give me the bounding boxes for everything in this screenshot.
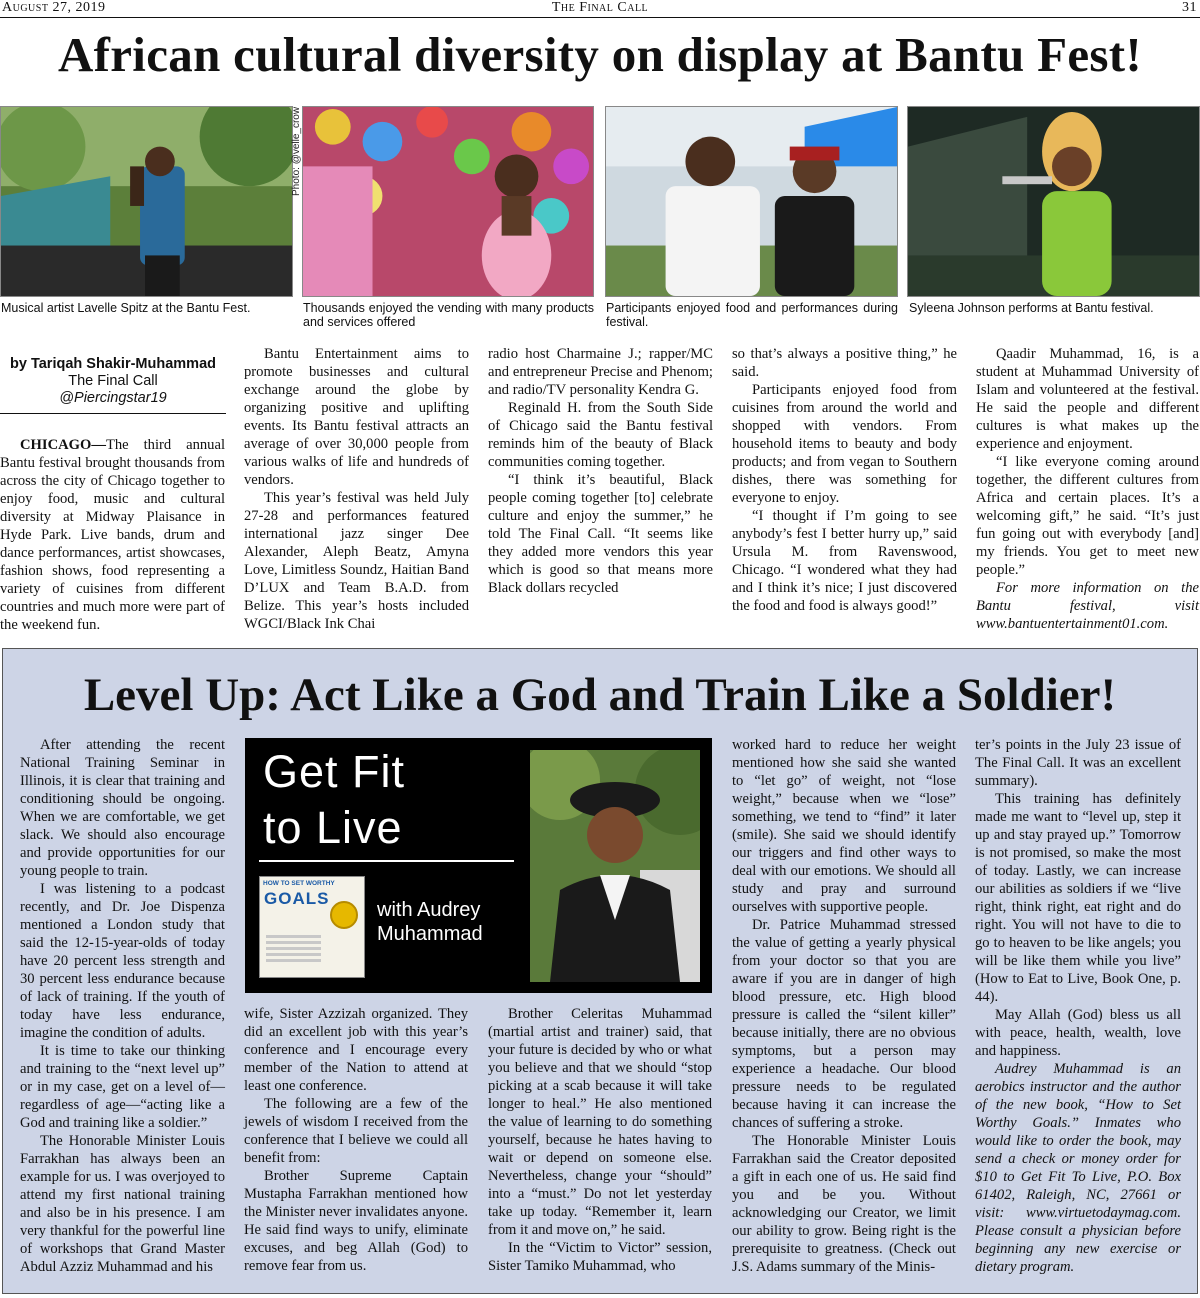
paragraph: so that’s always a positive thing,” he said.	[732, 346, 957, 380]
book-cover	[259, 876, 365, 978]
author-bio: Audrey Muhammad is an aerobics instructor and the author of the new book, “How to Set Worthy Goals.” Inmates who would like to order the book, may send a check or money order for $10 to Get Fit To Live, P.O. Box 61402, Raleigh, NC, 27661 or visit: www.virtuetodaymag.com. Please consult a physician before beginning any new exercise or dietary program.	[975, 1061, 1181, 1275]
column-logo	[263, 744, 405, 856]
article-column-5	[976, 345, 1199, 633]
paragraph: May Allah (God) bless us all with peace, health, wealth, love and happiness.	[975, 1007, 1181, 1059]
photo-vending	[302, 106, 594, 297]
byline-author: by Tariqah Shakir-Muhammad	[10, 356, 216, 372]
article-column-3	[488, 345, 713, 597]
get-fit-to-live-banner	[245, 738, 712, 993]
photo-syleena-johnson	[907, 106, 1200, 297]
paragraph: Dr. Patrice Muhammad stressed the value of getting a yearly physical from your doctor so that you are aware if you are in danger of high blood pressure, etc. High blood pressure is called the “silent killer” because initially, there are no obvious symptoms, but a person may experience a headache. Our blood pressure needs to be regulated because having it can increase the chances of suffering a stroke.	[732, 917, 956, 1131]
paragraph: The following are a few of the jewels of wisdom I received from the conference that I believe we could all benefit from:	[244, 1096, 468, 1166]
book-subtitle: HOW TO SET WORTHY	[263, 880, 335, 887]
dateline: CHICAGO—	[20, 437, 106, 453]
article-column-2	[244, 345, 469, 633]
photo-caption-3: Participants enjoyed food and performances during festival.	[606, 301, 898, 329]
photo-participants	[605, 106, 898, 297]
book-title: GOALS	[264, 889, 330, 908]
paragraph: The Honorable Minister Louis Farrakhan has always been an example for us. I was overjoyed to attend my first national training and also be in his presence. I am very thankful for the powerful line of workshops that Grand Master Abdul Azziz Muhammad and his	[20, 1133, 225, 1275]
feature-column-1	[20, 736, 225, 1276]
paper-name: The Final Call	[551, 0, 649, 15]
article-column-1	[0, 436, 225, 634]
paragraph: I was listening to a podcast recently, and Dr. Joe Dispenza mentioned a London study that said the 12-15-year-olds of today have 20 percent less strength and 30 percent less endurance because of lack of training. If the youth of today have less endurance, imagine the condition of adults.	[20, 881, 225, 1041]
photo-credit: Photo: @velle_crow	[291, 106, 302, 196]
photo-caption-1: Musical artist Lavelle Spitz at the Bantu Fest.	[1, 301, 251, 315]
paragraph: Reginald H. from the South Side of Chicago said the Bantu festival reminds him of the beauty of Black communities coming together.	[488, 400, 713, 470]
paragraph: “I like everyone coming around together, the different cultures from Africa and certain places. It’s a welcoming gift,” he said. “It’s just fun going out with everybody [and] my friends. You get to meet new people.”	[976, 454, 1199, 578]
paragraph: Qaadir Muhammad, 16, is a student at Muhammad University of Islam and volunteered at the festival. He said the people and different cultures is what makes up the experience and enjoyment.	[976, 346, 1199, 452]
author-portrait	[530, 750, 700, 982]
feature-column-3	[488, 1005, 712, 1275]
logo-line-1: Get Fit	[263, 746, 406, 797]
paragraph: wife, Sister Azzizah organized. They did an excellent job with this year’s conference and I encourage every member of the Nation to attend at least one conference.	[244, 1006, 468, 1094]
paragraph: It is time to take our thinking and training to the “next level up” or in my case, get on a level of—regardless of age—“acting like a God and training like a soldier.”	[20, 1043, 225, 1131]
feature-column-2	[244, 1005, 468, 1275]
paragraph: Bantu Entertainment aims to promote businesses and cultural exchange around the globe by organizing positive and uplifting events. Its Bantu festival attracts an average of over 30,000 people from various walks of life and hundreds of vendors.	[244, 346, 469, 488]
credit-name: Muhammad	[377, 923, 483, 945]
paragraph: The Honorable Minister Louis Farrakhan said the Creator deposited a gift in each one of us. He said find you and be you. Without acknowledging our Creator, we limit our ability to grow. Being right is the prerequisite to greatness. (Check out J.S. Adams summary of the Minis-	[732, 1133, 956, 1275]
paragraph: “I thought if I’m going to see anybody’s fest I better hurry up,” said Ursula M. from Ravenswood, Chicago. “I wondered what they had and I think it’s nice; I just discovered the food and food is always good!”	[732, 508, 957, 614]
paragraph: In the “Victim to Victor” session, Sister Tamiko Muhammad, who	[488, 1240, 712, 1274]
feature-column-5	[975, 736, 1181, 1276]
paragraph: Brother Celeritas Muhammad (martial artist and trainer) said, that your future is decided by who or what you believe and that we should “stop picking at a scab because it will take longer to heal.” He also mentioned the value of learning to do something yourself, because he hates having to wait or depend on someone else. Nevertheless, change your “should” into a “must.” Do not let yesterday take up today. “Remember it, learn from it and move on,” he said.	[488, 1006, 712, 1238]
banner-divider	[259, 860, 514, 862]
columnist-credit	[377, 898, 483, 946]
credit-with: with Audrey	[377, 899, 481, 921]
paragraph: “I think it’s beautiful, Black people coming together [to] celebrate culture and enjoy the summer,” he told The Final Call. “It seems like they added more vendors this year which is good so that means more Black dollars recycled	[488, 472, 713, 596]
page-number: 31	[1182, 0, 1197, 15]
paragraph: Brother Supreme Captain Mustapha Farrakhan mentioned how the Minister never invalidates anyone. He said find ways to unify, eliminate excuses, and beg Allah (God) to remove fear from us.	[244, 1168, 468, 1274]
book-text-lines	[266, 935, 321, 965]
byline-handle: @Piercingstar19	[59, 390, 167, 406]
main-headline: African cultural diversity on display at Bantu Fest!	[57, 27, 1143, 82]
photo-lavelle-spitz	[0, 106, 293, 297]
issue-date: August 27, 2019	[2, 0, 106, 15]
logo-line-2: to Live	[263, 802, 403, 853]
award-seal-icon	[330, 901, 358, 929]
paragraph: The third annual Bantu festival brought thousands from across the city of Chicago together to enjoy food, music and cultural diversity at Midway Plaisance in Hyde Park. Live bands, drum and dance performances, artist showcases, fashion shows, food representing a variety of cuisines from different countries and much more were part of the weekend fun.	[0, 437, 225, 633]
paragraph: radio host Charmaine J.; rapper/MC and entrepreneur Precise and Phenom; and radio/TV personality Kendra G.	[488, 346, 713, 398]
more-info-note: For more information on the Bantu festival, visit www.bantuentertainment01.com.	[976, 580, 1199, 632]
feature-headline: Level Up: Act Like a God and Train Like a Soldier!	[83, 669, 1117, 721]
paragraph: Participants enjoyed food from cuisines from around the world and shopped with vendors. From household items to beauty and body products; and from vegan to Southern dishes, there was something for everyone to enjoy.	[732, 382, 957, 506]
byline-outlet: The Final Call	[68, 373, 158, 389]
paragraph: This training has definitely made me want to “level up, step it up and stay prayed up.” Tomorrow is not promised, so make the most of today. Lastly, we can increase our abilities as soldiers if we “live right, think right, eat right and do right. You will not have to die to go to heaven to be like angels; you will be like them while you live” (How to Eat to Live, Book One, p. 44).	[975, 791, 1181, 1005]
photo-caption-4: Syleena Johnson performs at Bantu festival.	[909, 301, 1154, 315]
masthead	[0, 0, 1200, 18]
article-column-4	[732, 345, 957, 615]
feature-column-4	[732, 736, 956, 1276]
paragraph: After attending the recent National Training Seminar in Illinois, it is clear that training and conditioning should be ongoing. When we are comfortable, we get slack. We should also encourage and provide opportunities for our young people to train.	[20, 737, 225, 879]
paragraph: worked hard to reduce her weight mentioned how she said she wanted to “let go” of weight, not “lose weight,” because when we “lose” something, we tend to “find” it later (smile). She said we should identify our triggers and find other ways to deal with our emotions. We should all study and pray and surround ourselves with supportive people.	[732, 737, 956, 915]
byline	[0, 356, 226, 414]
photo-caption-2: Thousands enjoyed the vending with many products and services offered	[303, 301, 594, 329]
paragraph: This year’s festival was held July 27-28 and performances featured international jazz singer Dee Alexander, Aleph Beatz, Amyna Love, Limitless Soundz, Haitian Band D’LUX and Team B.A.D. from Belize. This year’s hosts included WGCI/Black Ink Chai	[244, 490, 469, 632]
paragraph: ter’s points in the July 23 issue of The Final Call. It was an excellent summary).	[975, 737, 1181, 789]
